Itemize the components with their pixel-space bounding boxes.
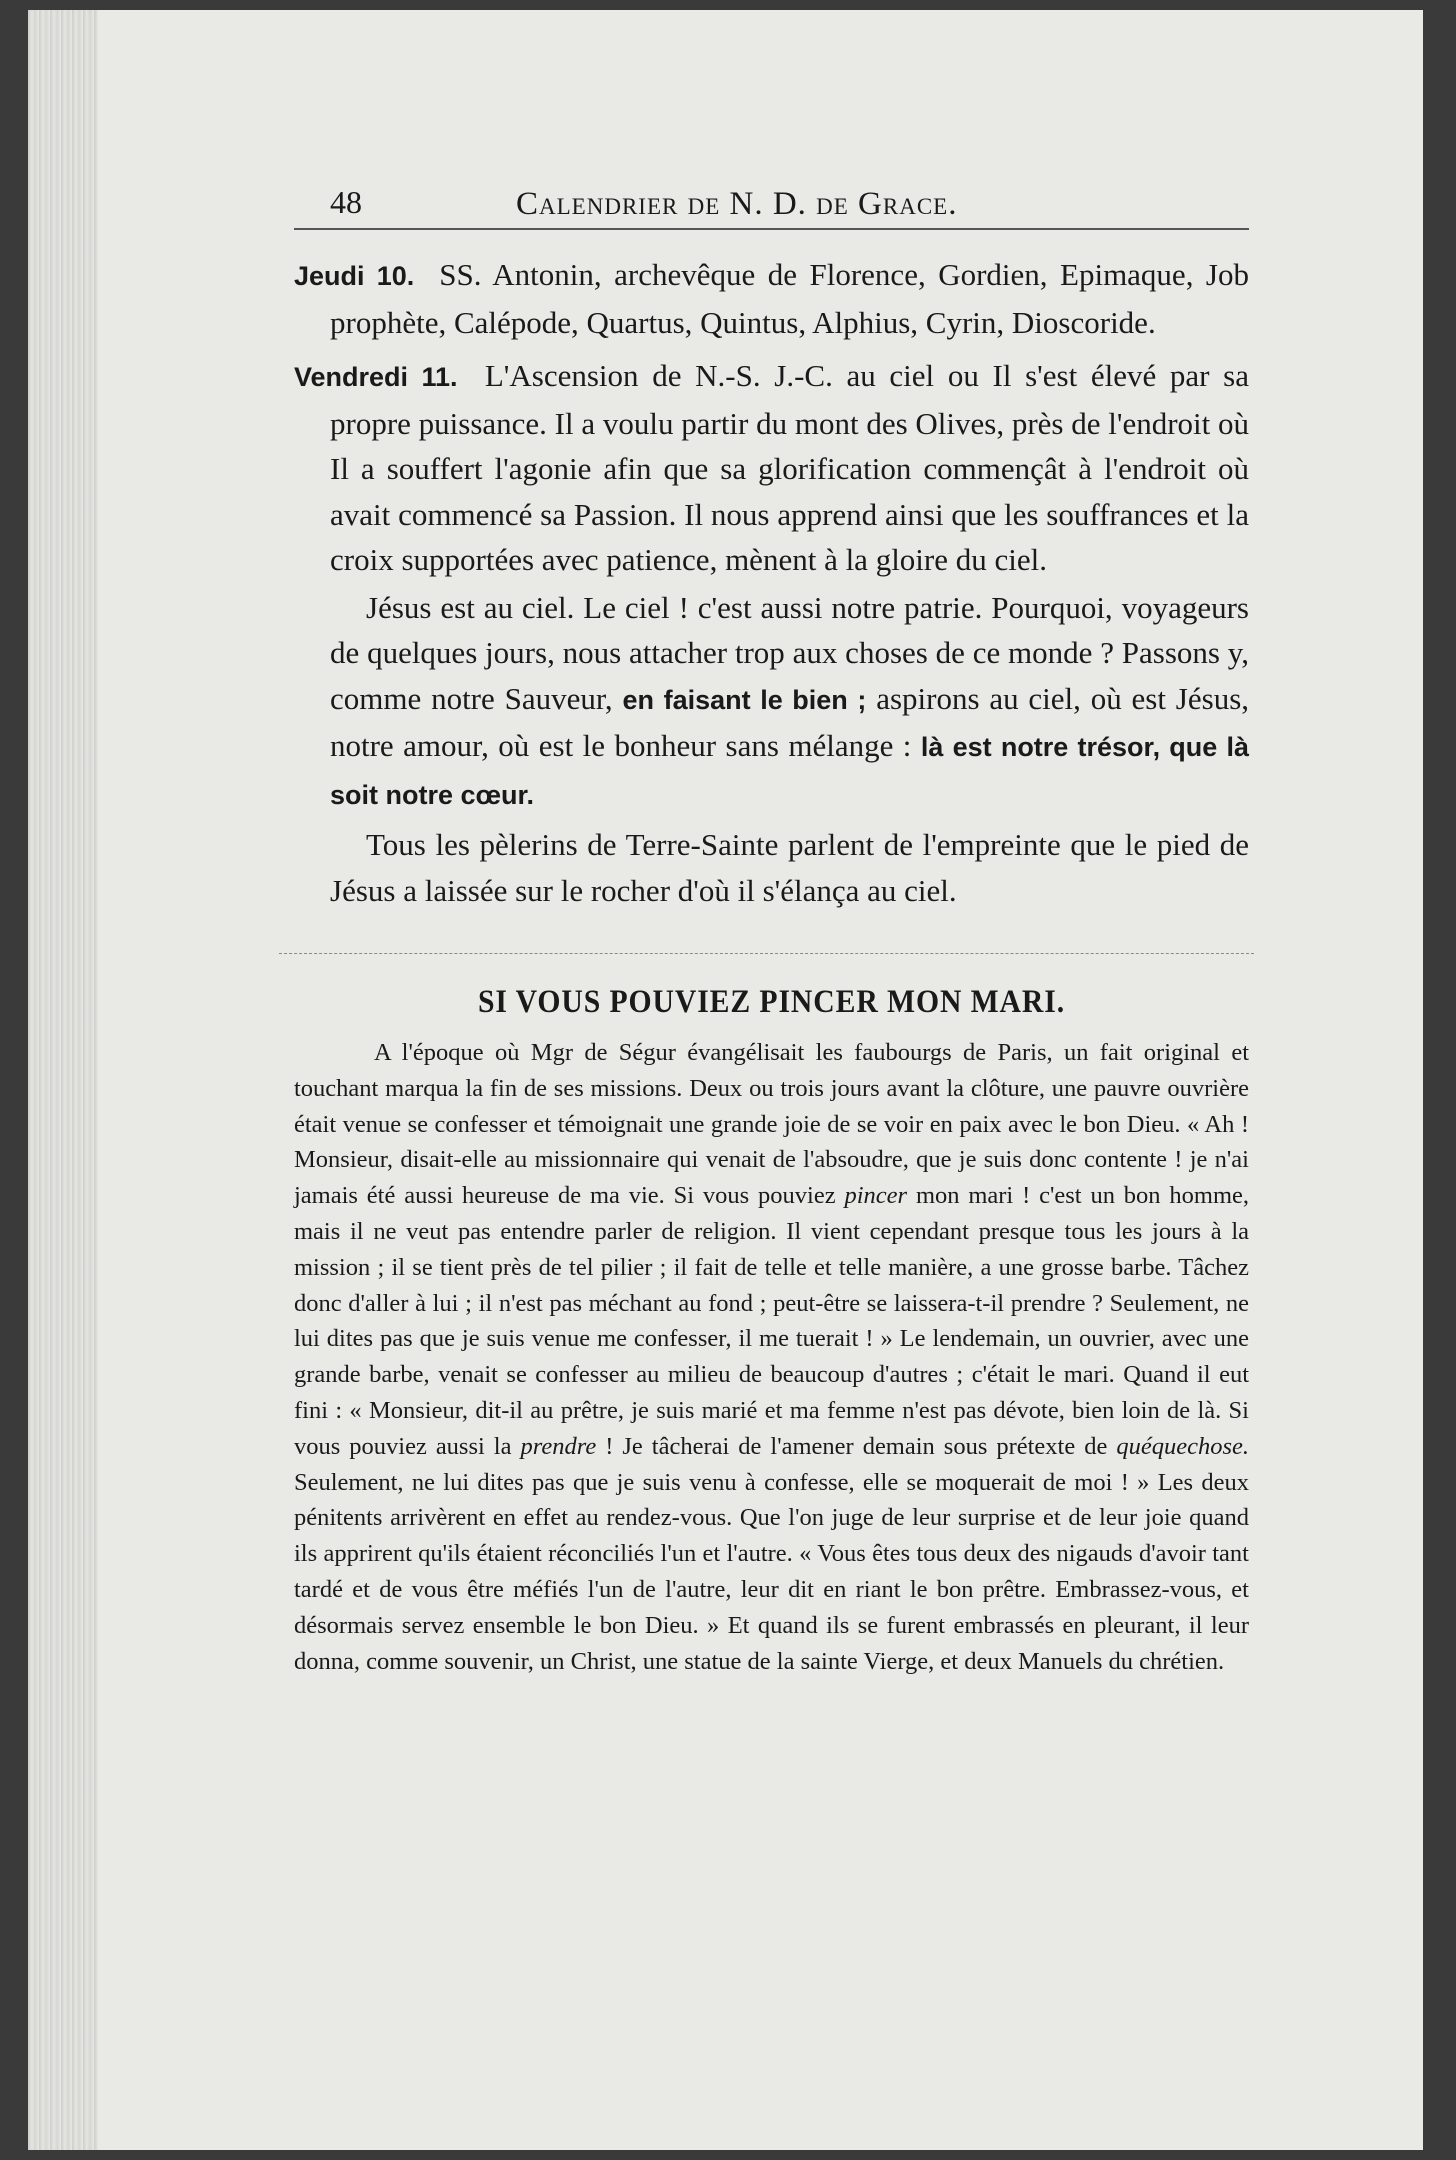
calendar-entry-jeudi: [294, 252, 1249, 345]
italic-word: pincer: [844, 1182, 908, 1210]
scan-border: [1423, 0, 1456, 2160]
bold-phrase: là est notre trésor, que là soit notre cœur.: [330, 732, 1249, 810]
bold-phrase: en faisant le bien ;: [622, 684, 867, 715]
entry-text: L'Ascension de N.-S. J.-C. au ciel ou Il s'est élevé par sa propre puissance. Il a voulu partir du mont des Olives, près de l'endroit où Il a souffert l'agonie afin que sa glorification commençât à l'endroit où avait commencé sa Passion. Il nous apprend ainsi que les souffrances et la croix supportées avec patience, mènent à la gloire du ciel.: [330, 358, 1250, 577]
calendar-entry-vendredi: [294, 353, 1249, 583]
running-title: Calendrier de N. D. de Grace.: [516, 186, 958, 222]
section-divider: [279, 953, 1254, 954]
story-title: SI VOUS POUVIEZ PINCER MON MARI.: [477, 984, 1066, 1020]
italic-word: prendre: [520, 1432, 597, 1460]
paragraph-ciel: [294, 585, 1249, 819]
italic-word: quéquechose.: [1116, 1432, 1250, 1460]
page-number: 48: [330, 184, 362, 220]
page-header: [294, 172, 1249, 230]
story-text: A l'époque où Mgr de Ségur évangélisait les faubourgs de Paris, un fait original et touchant marqua la fin de ses missions. Deux ou trois jours avant la clôture, une pauvre ouvrière était venue se confesser et témoignait une grande joie de se voir en paix avec le bon Dieu. « Ah ! Monsieur, disait-elle au missionnaire qui venait de l'absoudre, que je suis donc contente ! je n'ai jamais été aussi heureuse de ma vie. Si vous pouviez pincer mon mari ! c'est un bon homme, mais il ne veut pas entendre parler de religion. Il vient cependant presque tous les jours à la mission ; il se tient près de tel pilier ; il fait de telle et telle manière, a une grosse barbe. Tâchez donc d'aller à lui ; il n'est pas méchant au fond ; peut-être se laissera-t-il prendre ? Seulement, ne lui dites pas que je suis venue me confesser, il me tuerait ! » Le lendemain, un ouvrier, avec une grande barbe, venait se confesser au milieu de beaucoup d'autres ; c'était le mari. Quand il eut fini : « Monsieur, dit-il au prêtre, je suis marié et ma femme n'est pas dévote, bien loin de là. Si vous pouviez aussi la prendre ! Je tâcherai de l'amener demain sous prétexte de quéquechose. Seulement, ne lui dites pas que je suis venu à confesse, elle se moquerait de moi ! » Les deux pénitents arrivèrent en effet au rendez-vous. Que l'on juge de leur surprise et de leur joie quand ils apprirent qu'ils étaient réconciliés l'un et l'autre. « Vous êtes tous deux des nigauds d'avoir tant tardé et de vous être méfiés l'un de l'autre, leur dit en riant le bon prêtre. Embrassez-vous, et désormais servez ensemble le bon Dieu. » Et quand ils se furent embrassés en pleurant, il leur donna, comme souvenir, un Christ, une statue de la sainte Vierge, et deux Manuels du chrétien.: [294, 1039, 1250, 1675]
paragraph-text: Jésus est au ciel. Le ciel ! c'est aussi notre patrie. Pourquoi, voyageurs de quelques jours, nous attacher trop aux choses de ce monde ? Passons y, comme notre Sauveur,: [330, 589, 1249, 716]
entry-label: Jeudi 10.: [294, 261, 415, 291]
paragraph-text: aspirons au ciel, où est Jésus, notre amour, où est le bonheur sans mélange :: [330, 680, 1250, 763]
paragraph-pelerins: Tous les pèlerins de Terre-Sainte parlent de l'empreinte que le pied de Jésus a laissée sur le rocher d'où il s'élança au ciel.: [330, 827, 1249, 908]
page-edges: [28, 10, 98, 2150]
entry-label: Vendredi 11.: [294, 362, 458, 392]
page-content: [294, 172, 1249, 1679]
entry-text: SS. Antonin, archevêque de Florence, Gordien, Epimaque, Job prophète, Calépode, Quartus, Quintus, Alphius, Cyrin, Dioscoride.: [330, 257, 1249, 340]
